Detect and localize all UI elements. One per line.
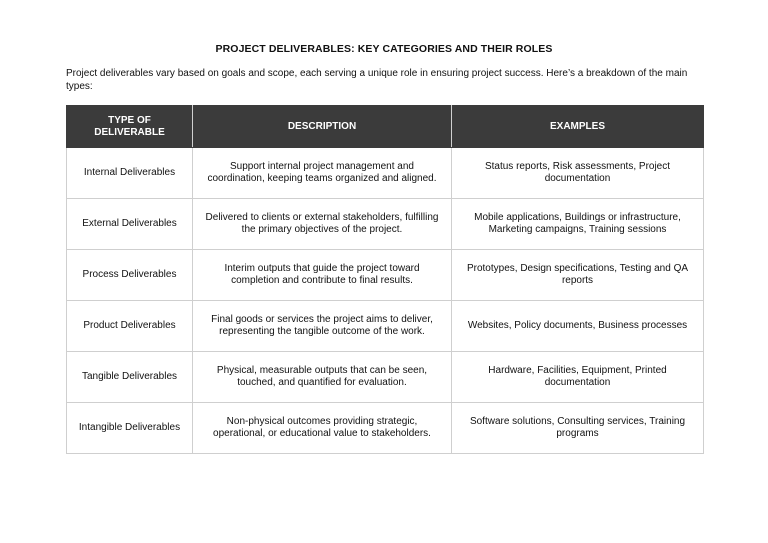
header-examples: EXAMPLES xyxy=(452,106,704,148)
row-description: Final goods or services the project aims to deliver, representing the tangible outcome of the work. xyxy=(193,301,452,352)
row-description: Delivered to clients or external stakeholders, fulfilling the primary objectives of the project. xyxy=(193,199,452,250)
row-examples: Software solutions, Consulting services, Training programs xyxy=(452,403,704,454)
header-description: DESCRIPTION xyxy=(193,106,452,148)
header-type-of-deliverable: TYPE OF DELIVERABLE xyxy=(67,106,193,148)
table-row xyxy=(67,199,704,250)
table-row xyxy=(67,250,704,301)
row-type: Tangible Deliverables xyxy=(67,352,193,403)
row-type: Process Deliverables xyxy=(67,250,193,301)
row-type: External Deliverables xyxy=(67,199,193,250)
table-row xyxy=(67,301,704,352)
intro-paragraph: Project deliverables vary based on goals and scope, each serving a unique role in ensuring project success. Here’s a breakdown of the main types: xyxy=(66,68,688,92)
row-examples: Websites, Policy documents, Business processes xyxy=(452,301,704,352)
row-type: Intangible Deliverables xyxy=(67,403,193,454)
row-examples: Prototypes, Design specifications, Testing and QA reports xyxy=(452,250,704,301)
row-type: Product Deliverables xyxy=(67,301,193,352)
row-examples: Mobile applications, Buildings or infrastructure, Marketing campaigns, Training sessions xyxy=(452,199,704,250)
table-row xyxy=(67,403,704,454)
row-description: Non-physical outcomes providing strategic, operational, or educational value to stakeholders. xyxy=(193,403,452,454)
row-examples: Hardware, Facilities, Equipment, Printed documentation xyxy=(452,352,704,403)
row-description: Interim outputs that guide the project toward completion and contribute to final results. xyxy=(193,250,452,301)
table-row xyxy=(67,148,704,199)
row-description: Physical, measurable outputs that can be seen, touched, and quantified for evaluation. xyxy=(193,352,452,403)
page-title: PROJECT DELIVERABLES: KEY CATEGORIES AND THEIR ROLES xyxy=(215,43,553,55)
table-header-row xyxy=(67,106,704,148)
table-row xyxy=(67,352,704,403)
row-description: Support internal project management and coordination, keeping teams organized and aligned. xyxy=(193,148,452,199)
row-type: Internal Deliverables xyxy=(67,148,193,199)
deliverables-table xyxy=(66,105,704,454)
row-examples: Status reports, Risk assessments, Project documentation xyxy=(452,148,704,199)
